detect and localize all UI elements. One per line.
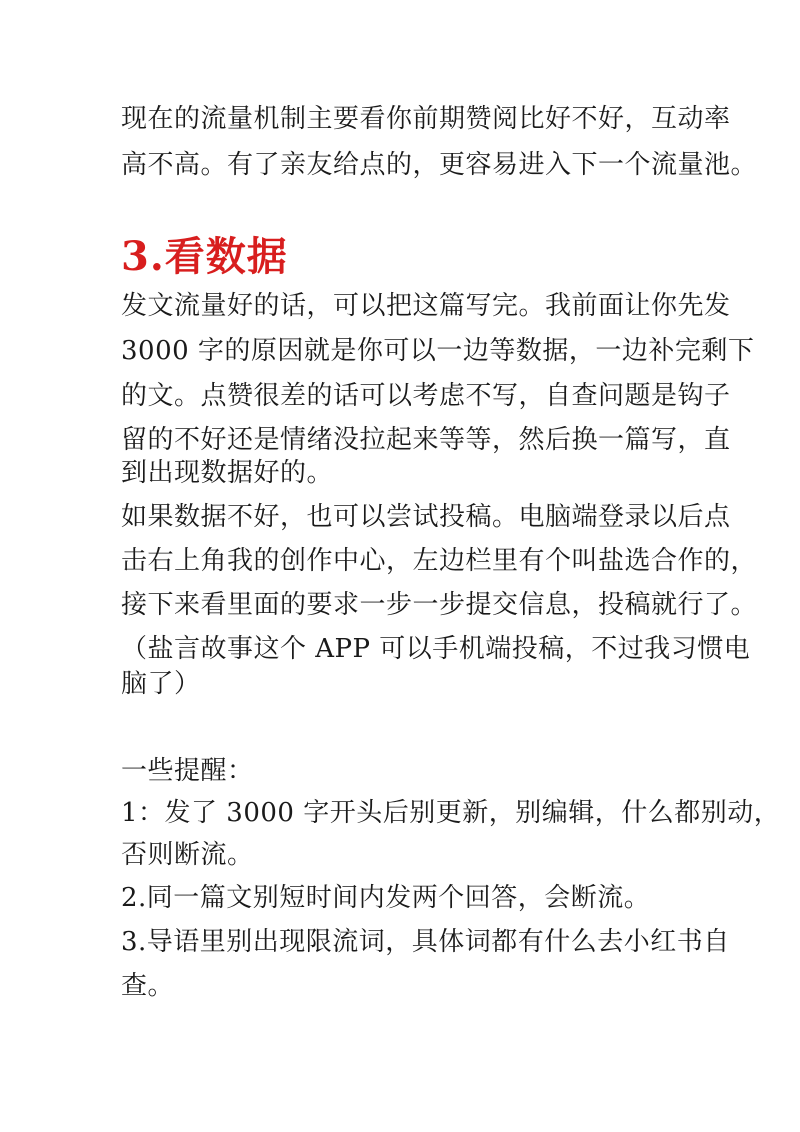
paragraph2-line-3: 接下来看里面的要求一步一步提交信息，投稿就行了。 <box>121 590 758 620</box>
paragraph2-line-2: 击右上角我的创作中心，左边栏里有个叫盐选合作的， <box>121 546 758 576</box>
paragraph1-line-4: 留的不好还是情绪没拉起来等等，然后换一篇写，直 <box>121 425 731 455</box>
paragraph1-line-3: 的文。点赞很差的话可以考虑不写，自查问题是钩子 <box>121 381 731 411</box>
paragraph2-line-5: 脑了） <box>121 669 201 699</box>
section-heading: 3.看数据 <box>121 233 288 280</box>
reminder-line-5: 查。 <box>121 971 175 1001</box>
reminder-line-1: 1：发了 3000 字开头后别更新，别编辑，什么都别动， <box>121 798 781 828</box>
intro-line-1: 现在的流量机制主要看你前期赞阅比好不好，互动率 <box>121 104 731 134</box>
intro-line-2: 高不高。有了亲友给点的，更容易进入下一个流量池。 <box>121 150 758 180</box>
reminders-title: 一些提醒： <box>121 756 254 786</box>
reminder-line-2: 否则断流。 <box>121 840 254 870</box>
paragraph1-line-2: 3000 字的原因就是你可以一边等数据，一边补完剩下 <box>121 336 755 366</box>
paragraph1-line-5: 到出现数据好的。 <box>121 458 334 488</box>
paragraph2-line-4: （盐言故事这个 APP 可以手机端投稿，不过我习惯电 <box>121 634 751 664</box>
paragraph2-line-1: 如果数据不好，也可以尝试投稿。电脑端登录以后点 <box>121 502 731 532</box>
paragraph1-line-1: 发文流量好的话，可以把这篇写完。我前面让你先发 <box>121 291 731 321</box>
reminder-line-4: 3.导语里别出现限流词，具体词都有什么去小红书自 <box>121 927 730 957</box>
reminder-line-3: 2.同一篇文别短时间内发两个回答，会断流。 <box>121 883 651 913</box>
